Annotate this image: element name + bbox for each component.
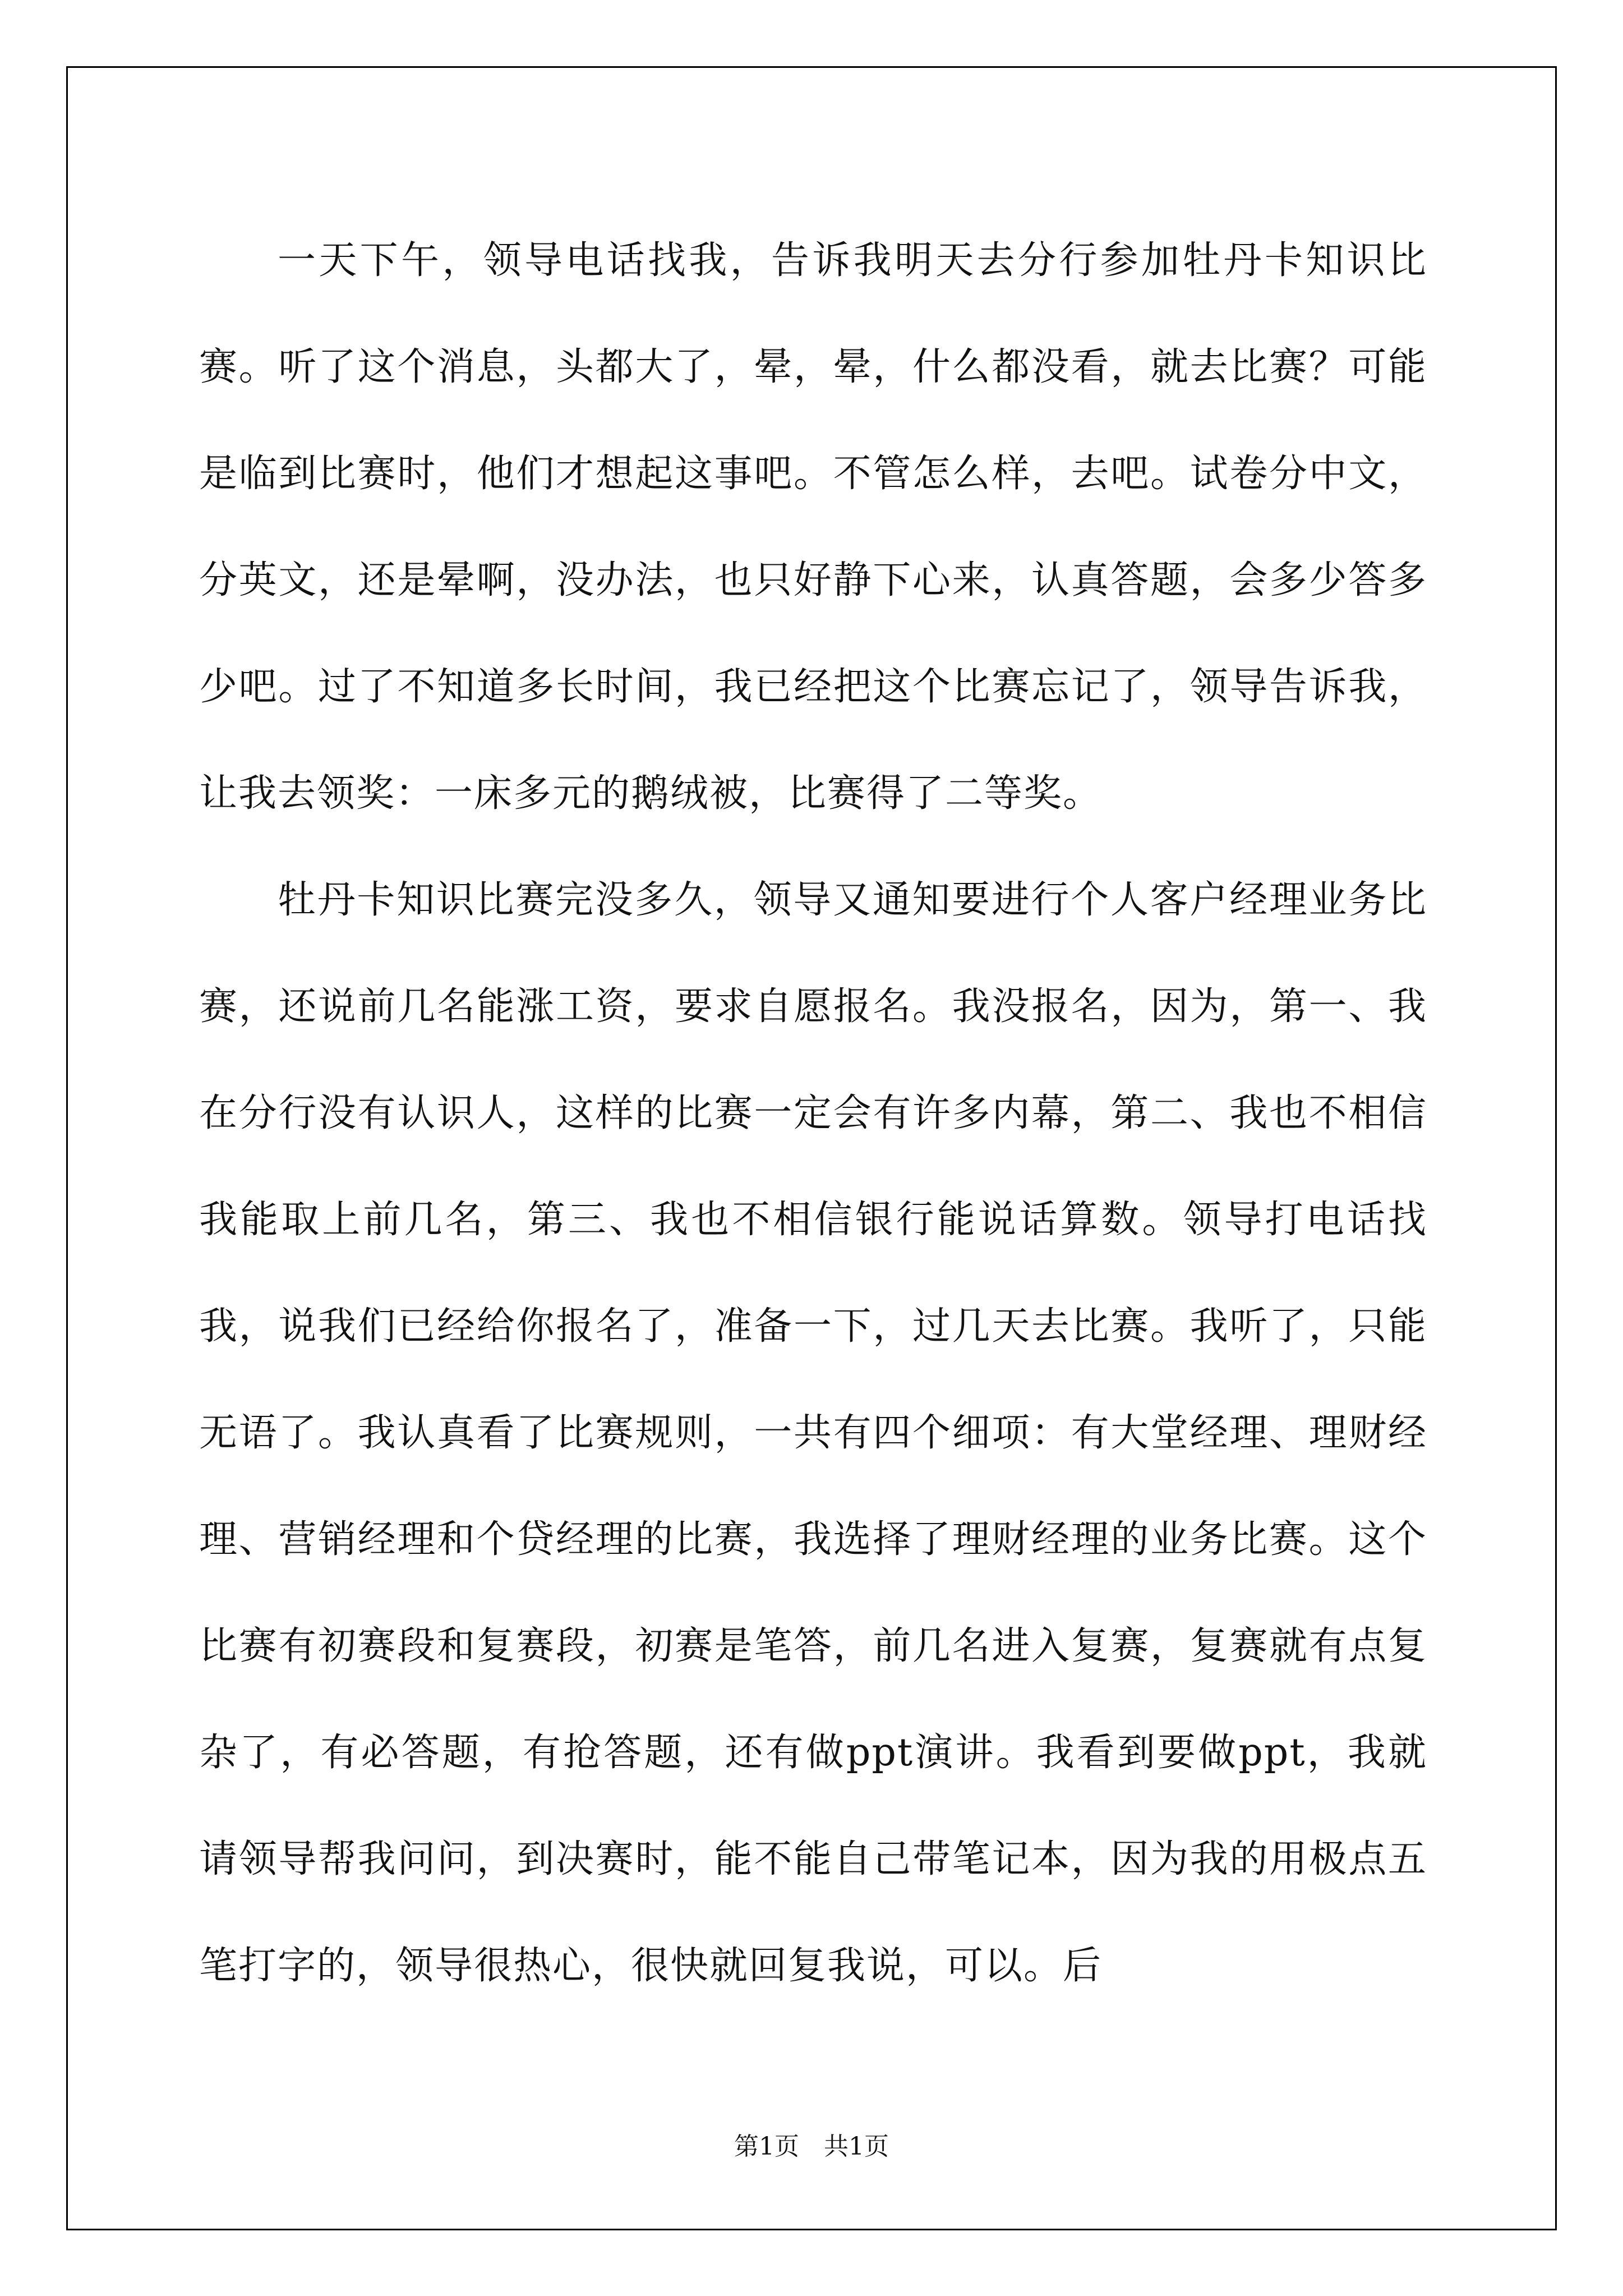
paragraph-1: 一天下午，领导电话找我，告诉我明天去分行参加牡丹卡知识比赛。听了这个消息，头都大了，晕，晕，什么都没看，就去比赛？可能是临到比赛时，他们才想起这事吧。不管怎么样，去吧。试卷分中文，分英文，还是晕啊，没办法，也只好静下心来，认真答题，会多少答多少吧。过了不知道多长时间，我已经把这个比赛忘记了，领导告诉我，让我去领奖：一床多元的鹅绒被，比赛得了二等奖。 bbox=[199, 238, 1427, 816]
page-total: 共1页 bbox=[824, 2132, 889, 2161]
document-body bbox=[199, 208, 1427, 2019]
page-footer bbox=[0, 2126, 1623, 2162]
paragraph-2: 牡丹卡知识比赛完没多久，领导又通知要进行个人客户经理业务比赛，还说前几名能涨工资，要求自愿报名。我没报名，因为，第一、我在分行没有认识人，这样的比赛一定会有许多内幕，第二、我也不相信我能取上前几名，第三、我也不相信银行能说话算数。领导打电话找我，说我们已经给你报名了，准备一下，过几天去比赛。我听了，只能无语了。我认真看了比赛规则，一共有四个细项：有大堂经理、理财经理、营销经理和个贷经理的比赛，我选择了理财经理的业务比赛。这个比赛有初赛段和复赛段，初赛是笔答，前几名进入复赛，复赛就有点复杂了，有必答题，有抢答题，还有做ppt演讲。我看到要做ppt，我就请领导帮我问问，到决赛时，能不能自己带笔记本，因为我的用极点五笔打字的，领导很热心，很快就回复我说，可以。后 bbox=[199, 878, 1427, 1988]
page-number: 第1页 bbox=[734, 2132, 799, 2161]
